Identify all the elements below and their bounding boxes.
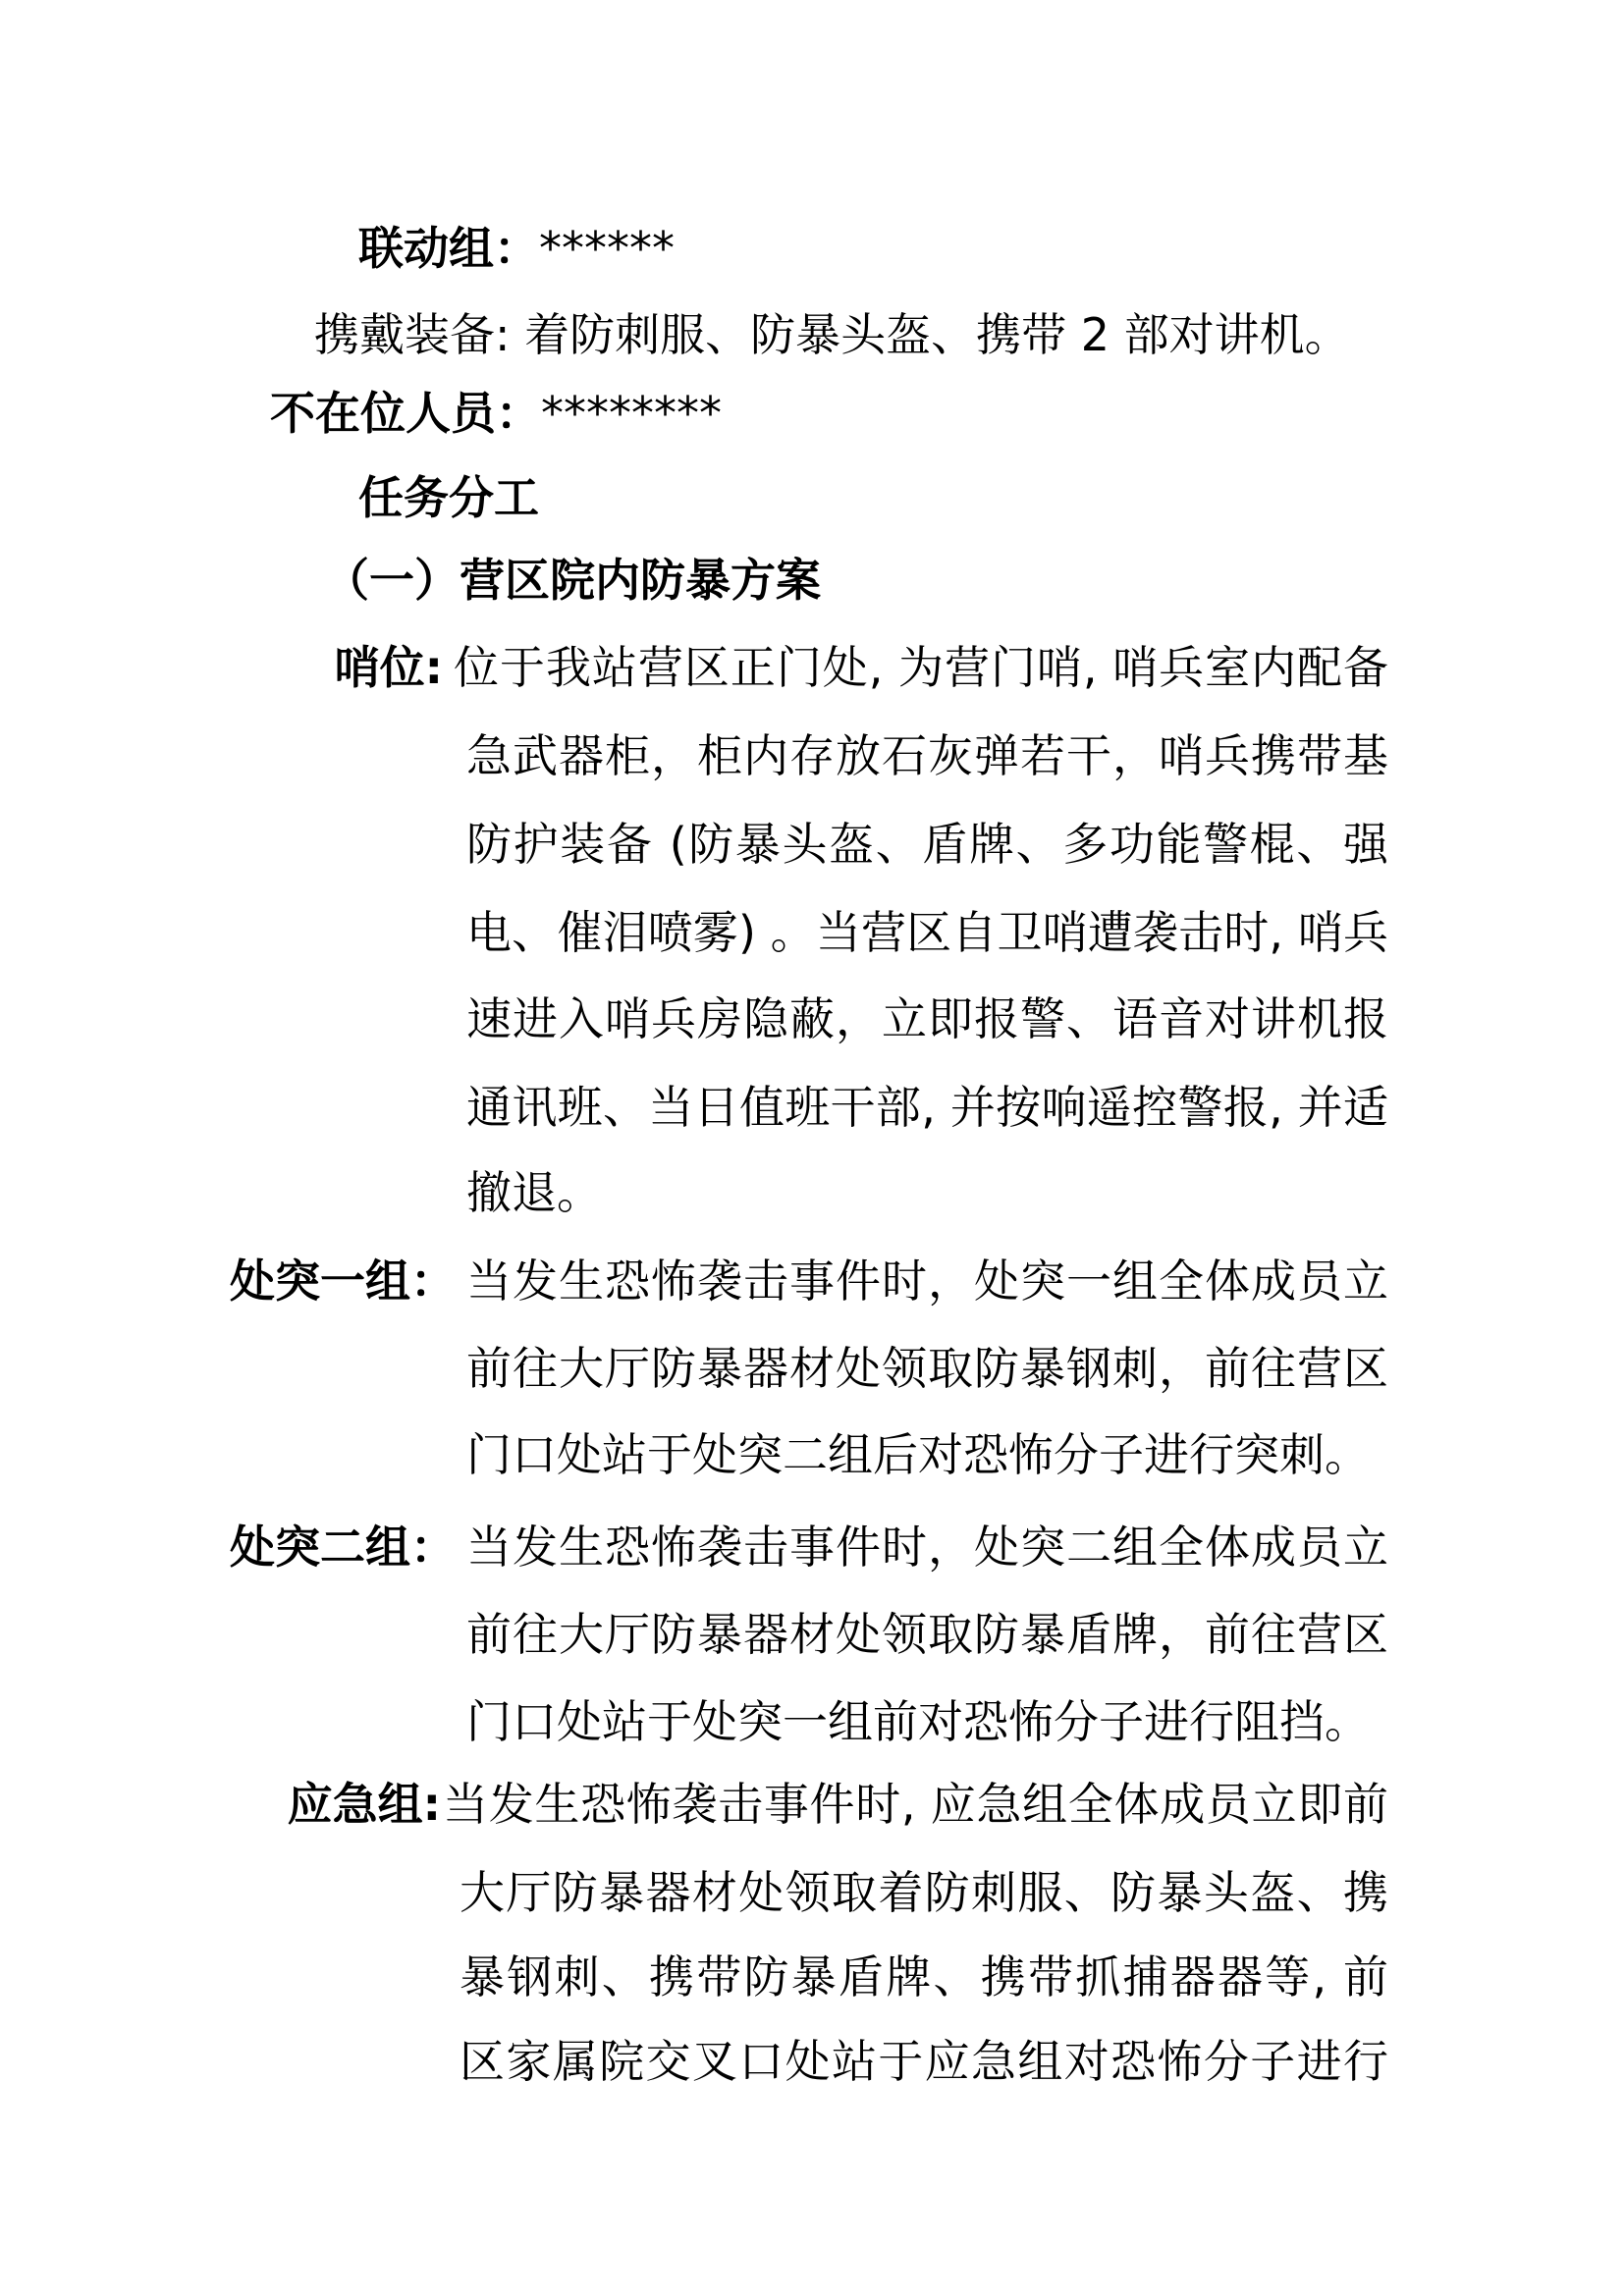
linkage-group-line xyxy=(358,221,675,276)
absent-line xyxy=(270,386,722,441)
sentry-line: 速进入哨兵房隐蔽，立即报警、语音对讲机报 xyxy=(466,992,1388,1045)
subsection-title: （一）营区院内防暴方案 xyxy=(324,554,821,607)
sentry-line: 通讯班、当日值班干部, 并按响遥控警报, 并适 xyxy=(466,1081,1388,1134)
emergency-group-line: 当发生恐怖袭击事件时, 应急组全体成员立即前 xyxy=(443,1778,1388,1831)
linkage-group-value: ****** xyxy=(539,222,675,275)
equipment-value: 着防刺服、防暴头盔、携带 2 部对讲机。 xyxy=(524,308,1350,361)
emergency-group-line: 区家属院交叉口处站于应急组对恐怖分子进行 xyxy=(460,2035,1388,2088)
squad-one-line: 前往大厅防暴器材处领取防暴钢刺，前往营区 xyxy=(466,1342,1388,1395)
section-title: 任务分工 xyxy=(358,471,539,524)
linkage-group-label: 联动组： xyxy=(358,222,539,275)
squad-one-line: 当发生恐怖袭击事件时，处突一组全体成员立 xyxy=(466,1255,1388,1308)
equipment-label: 携戴装备: xyxy=(314,308,511,361)
squad-two-line: 门口处站于处突一组前对恐怖分子进行阻挡。 xyxy=(466,1695,1370,1748)
absent-label: 不在位人员： xyxy=(270,387,541,440)
sentry-label: 哨位: xyxy=(334,641,443,694)
absent-value: ******** xyxy=(541,387,722,440)
sentry-line: 位于我站营区正门处, 为营门哨, 哨兵室内配备 xyxy=(454,641,1388,694)
equipment-line xyxy=(314,307,1350,362)
squad-two-label: 处突二组： xyxy=(230,1521,456,1574)
sentry-line: 电、催泪喷雾) 。当营区自卫哨遭袭击时, 哨兵 xyxy=(466,906,1388,959)
emergency-group-line: 暴钢刺、携带防暴盾牌、携带抓捕器器等, 前 xyxy=(460,1950,1388,2003)
sentry-line: 防护装备 (防暴头盔、盾牌、多功能警棍、强 xyxy=(466,818,1388,871)
sentry-line: 急武器柜，柜内存放石灰弹若干，哨兵携带基 xyxy=(466,729,1388,782)
squad-one-line: 门口处站于处突二组后对恐怖分子进行突刺。 xyxy=(466,1428,1370,1481)
emergency-group-label: 应急组: xyxy=(287,1778,441,1831)
emergency-group-line: 大厅防暴器材处领取着防刺服、防暴头盔、携 xyxy=(460,1866,1388,1919)
sentry-line: 撤退。 xyxy=(466,1166,602,1219)
squad-one-label: 处突一组： xyxy=(230,1255,456,1308)
squad-two-line: 前往大厅防暴器材处领取防暴盾牌，前往营区 xyxy=(466,1608,1388,1661)
squad-two-line: 当发生恐怖袭击事件时，处突二组全体成员立 xyxy=(466,1521,1388,1574)
